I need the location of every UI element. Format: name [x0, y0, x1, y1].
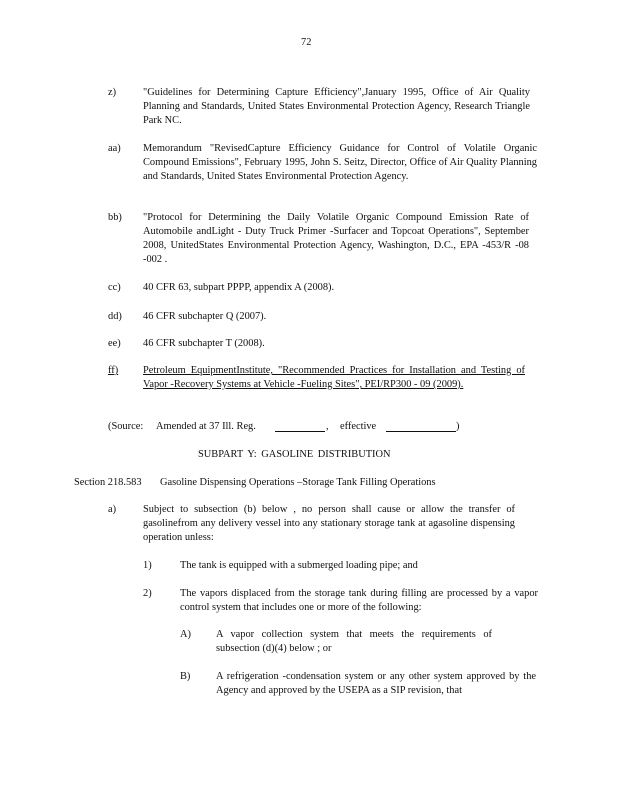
reference-text: 46 CFR subchapter T (2008). — [143, 338, 265, 349]
item-label: 2) — [143, 588, 152, 599]
reference-text: 40 CFR 63, subpart PPPP, appendix A (2008). — [143, 282, 335, 293]
reference-label: dd) — [108, 311, 122, 322]
reference-label: ee) — [108, 338, 121, 349]
effective-date-blank — [386, 431, 456, 432]
reference-label: ff) — [108, 365, 119, 376]
item-text: The tank is equipped with a submerged loading pipe; and — [180, 560, 418, 571]
reference-text: Memorandum "RevisedCapture Efficiency Guidance for Control of Volatile Organic Compound Emissions", February 1995, John S. Seitz, Director, Office of Air Quality Planning and Standards, United States Environmental Protection Agency. — [143, 143, 537, 182]
subitem-label: B) — [180, 671, 191, 682]
reference-label: bb) — [108, 212, 122, 223]
reference-text: "Protocol for Determining the Daily Volatile Organic Compound Emission Rate of Automobile andLight - Duty Truck Primer -Surfacer and Topcoat Operations", September 2008, UnitedStates Environmental Protection Agency, Washington, D.C., EPA -453/R -08 -002 . — [143, 212, 529, 265]
reference-label: cc) — [108, 282, 121, 293]
source-effective: effective — [340, 421, 377, 432]
subitem-label: A) — [180, 629, 191, 640]
source-suffix: ) — [456, 421, 460, 432]
reference-label: aa) — [108, 143, 121, 154]
item-label: 1) — [143, 560, 152, 571]
paragraph-text: Subject to subsection (b) below , no person shall cause or allow the transfer of gasolinefrom any delivery vessel into any stationary storage tank at agasoline dispensing operation unless: — [143, 504, 515, 543]
source-prefix: (Source: — [108, 421, 144, 432]
section-title: Gasoline Dispensing Operations –Storage Tank Filling Operations — [160, 477, 436, 488]
subpart-heading: SUBPART Y: GASOLINE DISTRIBUTION — [198, 449, 391, 460]
item-text: The vapors displaced from the storage tank during filling are processed by a vapor control system that includes one or more of the following: — [180, 588, 538, 613]
reference-label: z) — [108, 87, 117, 98]
paragraph-label: a) — [108, 504, 117, 515]
reference-text: 46 CFR subchapter Q (2007). — [143, 311, 267, 322]
source-comma: , — [326, 421, 329, 432]
section-label: Section 218.583 — [74, 477, 142, 488]
page-number: 72 — [301, 37, 312, 48]
subitem-text: A refrigeration -condensation system or any other system approved by the Agency and approved by the USEPA as a SIP revision, that — [216, 671, 536, 696]
subitem-text: A vapor collection system that meets the requirements of subsection (d)(4) below ; or — [216, 629, 492, 654]
source-amended: Amended at 37 Ill. Reg. — [156, 421, 256, 432]
reference-text: Petroleum EquipmentInstitute, "Recommended Practices for Installation and Testing of Vapor -Recovery Systems at Vehicle -Fueling Sites", PEI/RP300 - 09 (2009). — [143, 365, 525, 390]
reference-text: "Guidelines for Determining Capture Efficiency",January 1995, Office of Air Quality Planning and Standards, United States Environmental Protection Agency, Research Triangle Park NC. — [143, 87, 530, 126]
register-blank — [275, 431, 325, 432]
